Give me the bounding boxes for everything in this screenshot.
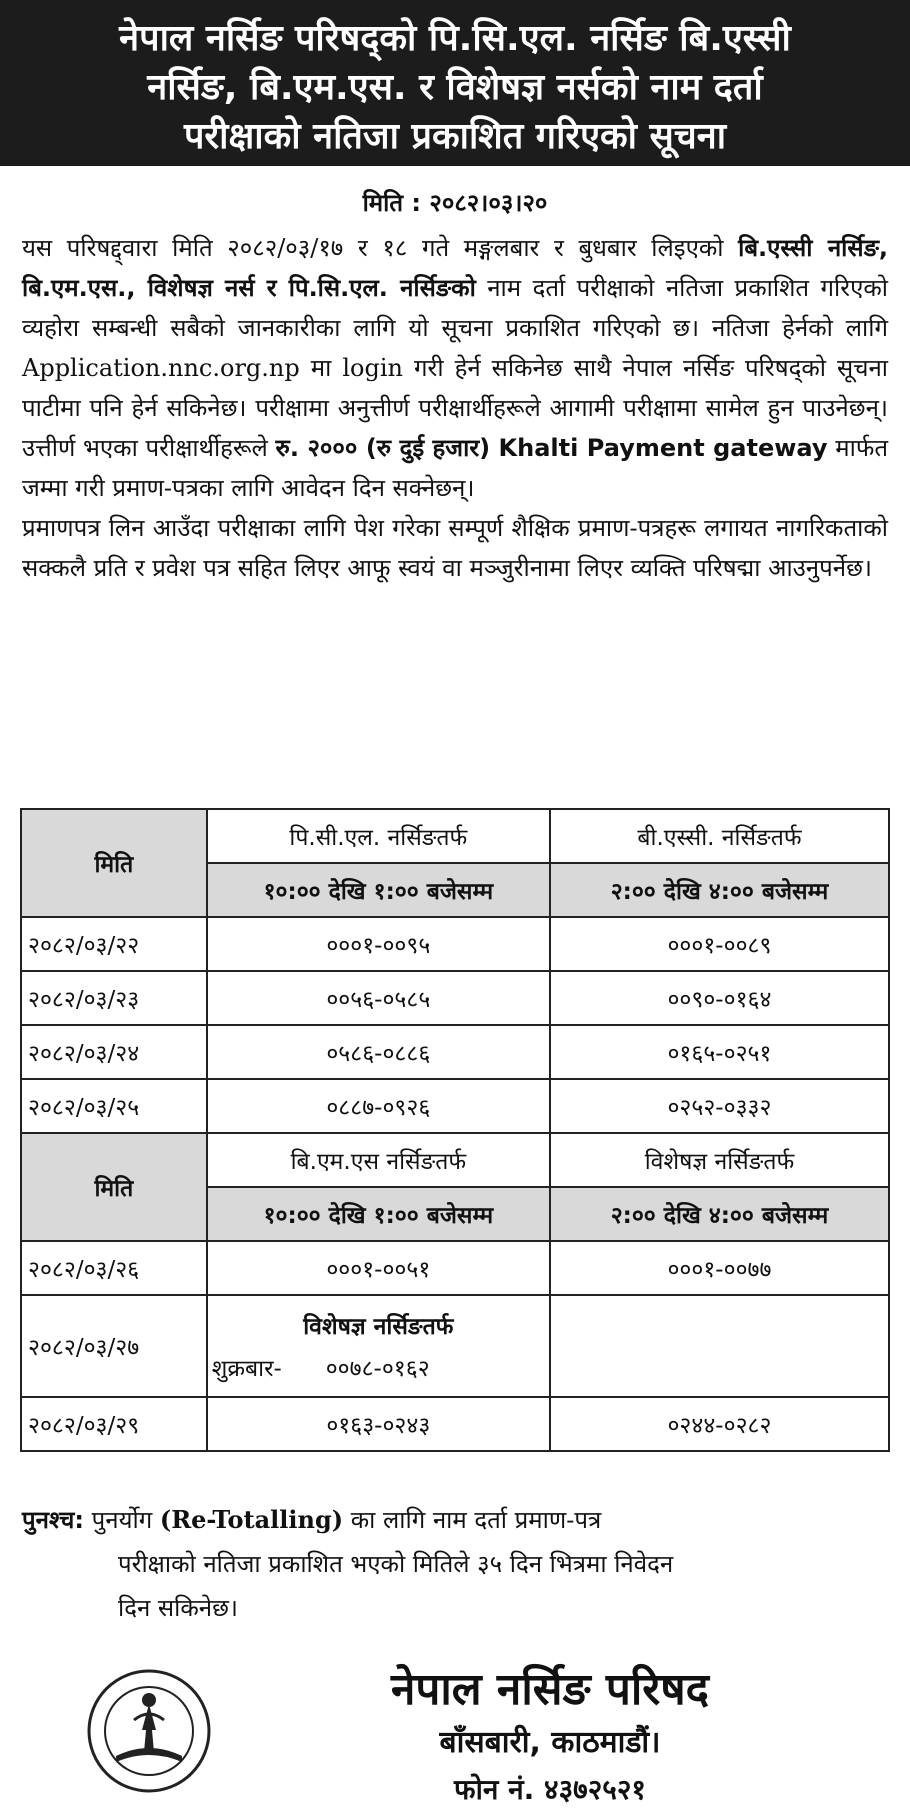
header-line-1: नेपाल नर्सिङ परिषद्को पि.सि.एल. नर्सिङ बि.एस्सी (119, 18, 791, 59)
body-paragraph-2: प्रमाणपत्र लिन आउँदा परीक्षाका लागि पेश गरेका सम्पूर्ण शैक्षिक प्रमाण-पत्रहरू लगायत नागरिकताको सक्कलै प्रति र प्रवेश पत्र सहित लिएर आफू स्वयं वा मञ्जुरीनामा लिएर व्यक्ति परिषद्मा आउनुपर्नेछ। (22, 514, 888, 582)
table-row (21, 1295, 889, 1397)
table-row (21, 917, 889, 971)
bsc-time: २:०० देखि ४:०० बजेसम्म (550, 863, 889, 917)
date-column-header: मिति (21, 809, 207, 917)
bsc-range: ०००१-००८९ (550, 917, 889, 971)
specialist-range: ०२४४-०२८२ (550, 1397, 889, 1451)
pcl-column-header: पि.सी.एल. नर्सिङतर्फ (207, 809, 550, 863)
specialist-friday-line (208, 1351, 549, 1383)
postscript-bold: (Re-Totalling) (159, 1505, 344, 1534)
row-date: २०८२/०३/२९ (21, 1397, 207, 1451)
organization-address: बाँसबारी, काठमाडौं। (439, 1725, 661, 1760)
row-date: २०८२/०३/२३ (21, 971, 207, 1025)
table-row (21, 1079, 889, 1133)
row-date: २०८२/०३/२४ (21, 1025, 207, 1079)
row-date: २०८२/०३/२६ (21, 1241, 207, 1295)
postscript-text: पुनर्योग (84, 1506, 160, 1534)
bsc-range: ००९०-०१६४ (550, 971, 889, 1025)
body-text-part: मार्फत जम्मा गरी प्रमाण-पत्रका लागि आवेदन दिन सक्नेछन्। (22, 434, 888, 502)
date-column-header: मिति (21, 1133, 207, 1241)
notice-date: मिति : २०८२।०३।२० (362, 189, 548, 217)
bms-column-header: बि.एम.एस नर्सिङतर्फ (207, 1133, 550, 1187)
postscript-line-3: दिन सकिनेछ। (118, 1594, 239, 1622)
notice-header (0, 0, 910, 166)
body-text-part: नाम दर्ता परीक्षाको नतिजा प्रकाशित गरिएको व्यहोरा सम्बन्धी सबैको जानकारीका लागि यो सूचना प्रकाशित गरिएको छ। नतिजा हेर्नको लागि Application.nnc.org.np मा login गरी हेर्न सकिनेछ साथै नेपाल नर्सिङ परिषद्को सूचना पाटीमा पनि हेर्न सकिनेछ। परीक्षामा अनुत्तीर्ण परीक्षार्थीहरूले आगामी परीक्षामा सामेल हुन पाउनेछन्। उत्तीर्ण भएका परीक्षार्थीहरूले (22, 274, 888, 462)
council-seal-icon (86, 1668, 212, 1794)
row-date: २०८२/०३/२२ (21, 917, 207, 971)
table-header-row (21, 1133, 889, 1187)
bsc-column-header: बी.एस्सी. नर्सिङतर्फ (550, 809, 889, 863)
specialist-time: २:०० देखि ४:०० बजेसम्म (550, 1187, 889, 1241)
body-bold-fee: रु. २००० (रु दुई हजार) Khalti Payment gateway (275, 434, 828, 462)
postscript-line-2: परीक्षाको नतिजा प्रकाशित भएको मितिले ३५ दिन भित्रमा निवेदन (118, 1550, 674, 1578)
signature-block (230, 1662, 870, 1812)
schedule-table (20, 808, 890, 1452)
pcl-range: ०५८६-०८८६ (207, 1025, 550, 1079)
pcl-range: ०८८७-०९२६ (207, 1079, 550, 1133)
pcl-time: १०:०० देखि १:०० बजेसम्म (207, 863, 550, 917)
postscript (22, 1498, 888, 1630)
header-line-3: परीक्षाको नतिजा प्रकाशित गरिएको सूचना (183, 116, 727, 157)
specialist-friday-cell (207, 1295, 550, 1397)
organization-phone: फोन नं. ४३७२५२१ (454, 1773, 646, 1806)
body-text-part: यस परिषद्द्वारा मिति २०८२/०३/१७ र १८ गते मङ्गलबार र बुधबार लिइएको (22, 234, 739, 262)
organization-name: नेपाल नर्सिङ परिषद (390, 1664, 710, 1715)
notice-body (22, 228, 888, 588)
row-date: २०८२/०३/२५ (21, 1079, 207, 1133)
empty-cell (550, 1295, 889, 1397)
specialist-range: ०००१-००७७ (550, 1241, 889, 1295)
table-header-row (21, 809, 889, 863)
pcl-range: ०००१-००९५ (207, 917, 550, 971)
bsc-range: ०२५२-०३३२ (550, 1079, 889, 1133)
table-row (21, 1241, 889, 1295)
bms-range: ०१६३-०२४३ (207, 1397, 550, 1451)
table-row (21, 971, 889, 1025)
bms-range: ०००१-००५१ (207, 1241, 550, 1295)
bms-time: १०:०० देखि १:०० बजेसम्म (207, 1187, 550, 1241)
specialist-title: विशेषज्ञ नर्सिङतर्फ (303, 1314, 454, 1340)
postscript-line-1 (22, 1498, 888, 1542)
bsc-range: ०१६५-०२५१ (550, 1025, 889, 1079)
friday-label: शुक्रबार- (211, 1356, 282, 1382)
table-row (21, 1025, 889, 1079)
header-line-2: नर्सिङ, बि.एम.एस. र विशेषज्ञ नर्सको नाम दर्ता (147, 67, 763, 108)
postscript-text: का लागि नाम दर्ता प्रमाण-पत्र (343, 1506, 602, 1534)
table-row (21, 1397, 889, 1451)
body-bold-programs: बि.एस्सी नर्सिङ, बि.एम.एस., विशेषज्ञ नर्स र पि.सि.एल. नर्सिङको (22, 234, 888, 302)
row-date: २०८२/०३/२७ (21, 1295, 207, 1397)
pcl-range: ००५६-०५८५ (207, 971, 550, 1025)
specialist-column-header: विशेषज्ञ नर्सिङतर्फ (550, 1133, 889, 1187)
postscript-label: पुनश्च: (22, 1506, 84, 1534)
specialist-friday-range: ००७८-०१६२ (325, 1356, 430, 1382)
